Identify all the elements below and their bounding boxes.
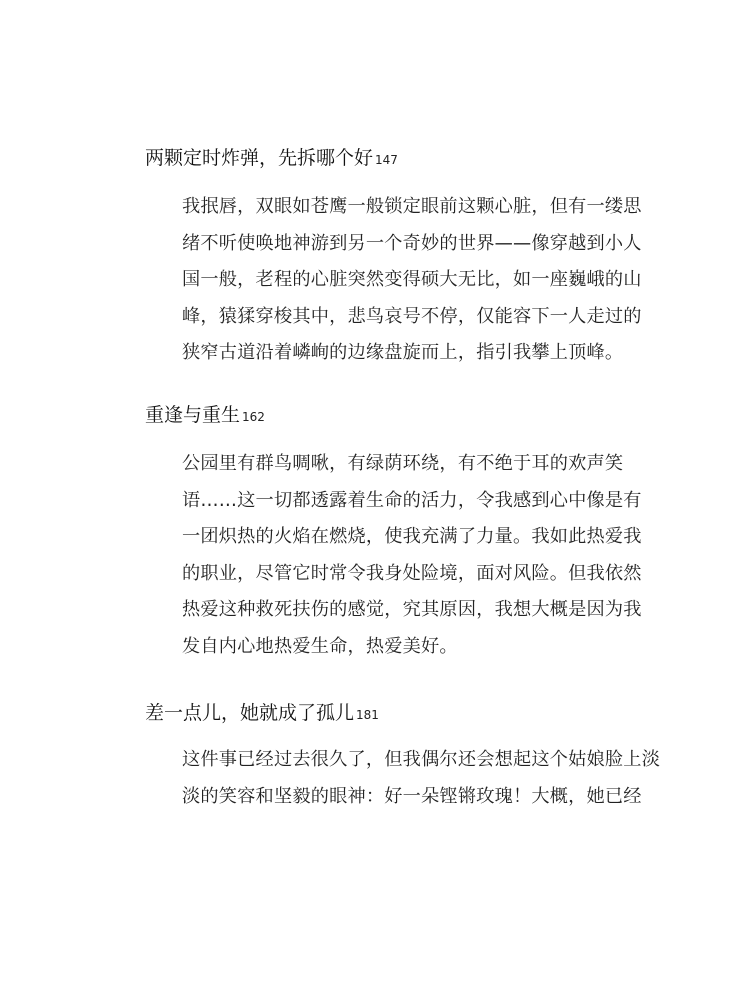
entry-title-text: 两颗定时炸弹，先拆哪个好 xyxy=(145,147,374,169)
excerpt-line: 语……这一切都透露着生命的活力，令我感到心中像是有 xyxy=(182,489,642,511)
excerpt-line: 发自内心地热爱生命，热爱美好。 xyxy=(182,635,458,657)
excerpt-line: 峰，猿猱穿梭其中，悲鸟哀号不停，仅能容下一人走过的 xyxy=(182,305,642,327)
excerpt-line: 绪不听使唤地神游到另一个奇妙的世界——像穿越到小人 xyxy=(182,232,642,254)
entry-excerpt xyxy=(145,742,665,815)
toc-entry xyxy=(145,145,665,372)
excerpt-line: 淡的笑容和坚毅的眼神：好一朵铿锵玫瑰！大概，她已经 xyxy=(182,785,642,807)
excerpt-line: 国一般，老程的心脏突然变得硕大无比，如一座巍峨的山 xyxy=(182,269,642,290)
excerpt-line: 狭窄古道沿着嶙峋的边缘盘旋而上，指引我攀上顶峰。 xyxy=(182,342,624,363)
entry-page-number: 147 xyxy=(375,153,398,167)
entry-page-number: 162 xyxy=(242,410,265,424)
toc-entry xyxy=(145,402,665,665)
entry-title-text: 差一点儿，她就成了孤儿 xyxy=(145,702,355,724)
excerpt-line: 我抿唇，双眼如苍鹰一般锁定眼前这颗心脏，但有一缕思 xyxy=(182,196,642,217)
excerpt-line: 热爱这种救死扶伤的感觉，究其原因，我想大概是因为我 xyxy=(182,599,642,620)
excerpt-line: 公园里有群鸟啁啾，有绿荫环绕，有不绝于耳的欢声笑 xyxy=(182,453,624,474)
entry-page-number: 181 xyxy=(356,708,379,722)
entry-title-text: 重逢与重生 xyxy=(145,404,241,426)
excerpt-line: 这件事已经过去很久了，但我偶尔还会想起这个姑娘脸上淡 xyxy=(182,749,661,770)
entry-title xyxy=(145,402,665,430)
toc-entry xyxy=(145,700,665,815)
entry-excerpt xyxy=(145,446,665,665)
entry-title xyxy=(145,700,665,728)
excerpt-line: 一团炽热的火焰在燃烧，使我充满了力量。我如此热爱我 xyxy=(182,526,642,547)
entry-excerpt xyxy=(145,189,665,372)
entry-title xyxy=(145,145,665,173)
excerpt-line: 的职业，尽管它时常令我身处险境，面对风险。但我依然 xyxy=(182,562,642,584)
